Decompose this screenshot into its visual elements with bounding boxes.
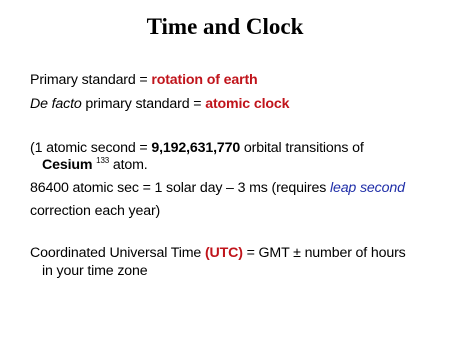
defacto-value: atomic clock bbox=[205, 96, 290, 112]
defacto-standard-line bbox=[30, 96, 289, 112]
defacto-mid: primary standard = bbox=[81, 96, 206, 112]
utc-abbr: (UTC) bbox=[204, 245, 243, 261]
utc-line bbox=[30, 245, 406, 261]
atomic-second-post: orbital transitions of bbox=[240, 140, 364, 156]
correction-line: correction each year) bbox=[30, 203, 161, 219]
atomic-second-number: 9,192,631,770 bbox=[151, 140, 241, 156]
cesium-word: Cesium bbox=[42, 157, 93, 173]
atomic-second-pre: (1 atomic second = bbox=[30, 140, 152, 156]
leap-second-term: leap second bbox=[329, 180, 405, 196]
solar-day-line bbox=[30, 180, 405, 196]
slide-title: Time and Clock bbox=[146, 14, 304, 39]
utc-pre: Coordinated Universal Time bbox=[30, 245, 205, 261]
solar-day-pre: 86400 atomic sec = 1 solar day – 3 ms (requires bbox=[30, 180, 330, 196]
atomic-second-line bbox=[30, 140, 364, 156]
cesium-line bbox=[42, 157, 148, 173]
utc-post: = GMT ± number of hours bbox=[242, 245, 406, 261]
primary-standard-label: Primary standard = bbox=[30, 72, 152, 88]
utc-continuation: in your time zone bbox=[42, 263, 148, 279]
primary-standard-value: rotation of earth bbox=[151, 72, 258, 88]
primary-standard-line bbox=[30, 72, 258, 88]
cesium-superscript: 133 bbox=[96, 156, 110, 165]
cesium-post: atom. bbox=[109, 157, 148, 173]
defacto-label: De facto bbox=[30, 96, 82, 112]
